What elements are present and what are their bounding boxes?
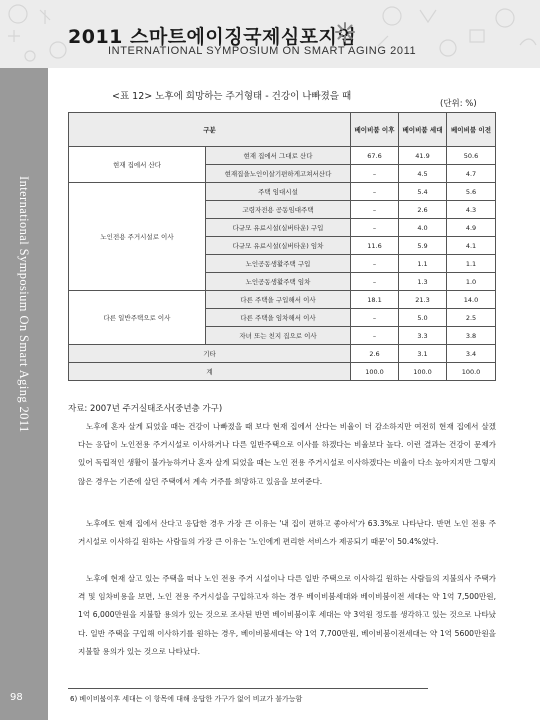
cell-value: 67.6 [351,147,399,165]
cell-value: 14.0 [447,291,496,309]
row-label: 고령자전용 공동임대주택 [206,201,351,219]
cell-value: 5.0 [399,309,447,327]
table-unit: (단위: %) [440,99,477,109]
footnote-divider [68,688,428,689]
cell-value: 1.1 [447,255,496,273]
housing-preference-table [68,112,496,381]
row-label: 기타 [69,345,351,363]
cell-value: 4.0 [399,219,447,237]
header-band [0,0,540,68]
cell-value: 41.9 [399,147,447,165]
row-label: 현재집을노인이살기편하게고쳐서산다 [206,165,351,183]
cell-value: 5.4 [399,183,447,201]
cell-value: 3.4 [447,345,496,363]
cell-value: 100.0 [447,363,496,381]
row-label: 자녀 또는 친지 집으로 이사 [206,327,351,345]
header-category: 구분 [69,113,351,147]
row-label: 다른 주택을 임차해서 이사 [206,309,351,327]
cell-value: 1.0 [447,273,496,291]
cell-value: 1.1 [399,255,447,273]
table-row [69,147,496,165]
table-row [69,183,496,201]
cell-value: 5.9 [399,237,447,255]
cell-value: 3.8 [447,327,496,345]
star-burst-icon [333,20,357,44]
cell-value: 3.3 [399,327,447,345]
body-paragraph: 노후에 혼자 살게 되었을 때는 건강이 나빠졌을 때 보다 현재 집에서 산다는 비율이 더 감소하지만 여전히 현재 집에서 살겠다는 응답이 노인전용 주거시설로 이사하거나 다른 일반주택으로 이사를 하겠다는 비율보다 높다. 이런 결과는 건강이 문제가 있어 독립적인 생활이 불가능하거나 혼자 살게 되었을 때는 노인 전용 주거시설로 이사하겠다는 비율이 다소 높아지지만 그렇지 않은 경우는 기존에 살던 주택에서 계속 거주를 희망하고 있음을 보여준다. [78,422,496,486]
table-caption: <표 12> 노후에 희망하는 주거형태 - 건강이 나빠졌을 때 [112,91,352,102]
cell-value: – [351,255,399,273]
cell-value: 1.3 [399,273,447,291]
cell-value: 4.9 [447,219,496,237]
table-row-total [69,363,496,381]
body-paragraph: 노후에도 현재 집에서 산다고 응답한 경우 가장 큰 이유는 '내 집이 편하고 좋아서'가 63.3%로 나타난다. 반면 노인 전용 주거시설로 이사하길 원하는 사람들의 가장 큰 이유는 '노인에게 편리한 서비스가 제공되기 때문'이 50.4%였다. [78,519,496,547]
cell-value: 21.3 [399,291,447,309]
group-label: 다른 일반주택으로 이사 [69,291,206,345]
row-label: 노인공동생활주택 임차 [206,273,351,291]
cell-value: – [351,183,399,201]
cell-value: 2.6 [351,345,399,363]
cell-value: – [351,219,399,237]
footnote: 6) 베이비붐이후 세대는 이 항목에 대해 응답한 가구가 없어 비교가 불가능함 [70,695,303,703]
symposium-title: 2011 스마트에이징국제심포지엄 [68,26,357,48]
row-label: 현재 집에서 그대로 산다 [206,147,351,165]
table-header-row [69,113,496,147]
cell-value: 2.6 [399,201,447,219]
cell-value: 100.0 [351,363,399,381]
header-col2: 베이비붐 세대 [399,113,447,147]
cell-value: – [351,201,399,219]
cell-value: – [351,165,399,183]
cell-value: – [351,327,399,345]
row-label: 계 [69,363,351,381]
group-label: 현재 집에서 산다 [69,147,206,183]
group-label: 노인전용 주거시설로 이사 [69,183,206,291]
cell-value: 4.7 [447,165,496,183]
row-label: 노인공동생활주택 구입 [206,255,351,273]
cell-value: 4.3 [447,201,496,219]
body-paragraph: 노후에 현재 살고 있는 주택을 떠나 노인 전용 주거 시설이나 다른 일반 주택으로 이사하길 원하는 사람들의 지불의사 주택가격 및 임차비용을 보면, 노인 전용 주거시설을 구입하고자 하는 경우 베이비붐세대와 베이비붐이전 세대는 약 1억 7,500만원, 1억 6,000만원을 지불할 용의가 있는 것으로 조사된 반면 베이비붐이후 세대는 약 3억원 정도를 생각하고 있는 것으로 나타났다. 일반 주택을 구입해 이사하기를 원하는 경우, 베이비붐세대는 약 1억 7,700만원, 베이비붐이전세대는 약 1억 5600만원을 지불할 용의가 있는 것으로 나타났다. [78,574,496,656]
cell-value: 3.1 [399,345,447,363]
row-label: 주택 임대시설 [206,183,351,201]
cell-value: 4.5 [399,165,447,183]
page-number: 98 [10,692,23,703]
header-col3: 베이비붐 이전 [447,113,496,147]
cell-value: 18.1 [351,291,399,309]
header-col1: 베이비붐 이후 [351,113,399,147]
left-sidebar [0,68,48,720]
row-label: 다규모 유료시설(실버타운) 구입 [206,219,351,237]
sidebar-vertical-text: International Symposium On Smart Aging 2011 [17,176,31,433]
table-row-other [69,345,496,363]
table-row [69,291,496,309]
row-label: 다른 주택을 구입해서 이사 [206,291,351,309]
cell-value: 4.1 [447,237,496,255]
cell-value: 100.0 [399,363,447,381]
cell-value: – [351,309,399,327]
symposium-subtitle: INTERNATIONAL SYMPOSIUM ON SMART AGING 2011 [108,45,417,57]
cell-value: 11.6 [351,237,399,255]
cell-value: – [351,273,399,291]
cell-value: 2.5 [447,309,496,327]
row-label: 다규모 유료시설(실버타운) 임차 [206,237,351,255]
cell-value: 5.6 [447,183,496,201]
table-source: 자료: 2007년 주거실태조사(중년층 가구) [68,404,223,414]
cell-value: 50.6 [447,147,496,165]
